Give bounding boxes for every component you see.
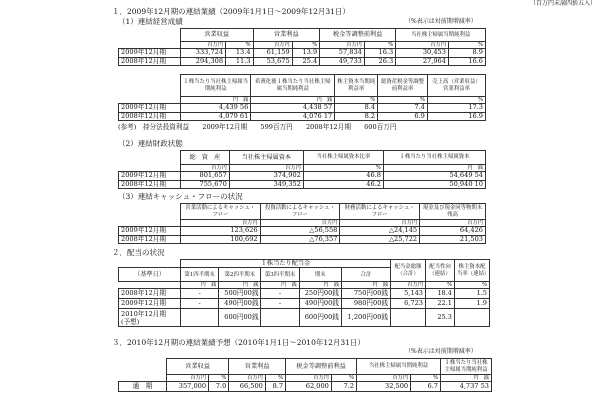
unit: 百万円 <box>357 375 411 382</box>
dividends-title: ２．配当の状況 <box>112 248 165 257</box>
header-q3: 第3四半期末 <box>261 268 299 282</box>
cell: 18.4 <box>426 289 455 299</box>
cell: 4,737 53 <box>441 382 492 392</box>
unit: 百万円 <box>229 165 303 172</box>
cell: 49,733 <box>320 57 365 66</box>
cell: 333,724 <box>181 49 226 58</box>
unit: % <box>364 42 395 49</box>
cell: 8.7 <box>265 382 285 392</box>
cell: 750円00銭 <box>341 289 390 299</box>
row-label: 2009年12月期 <box>119 49 181 58</box>
header-annual-total: 合計 <box>341 268 390 282</box>
unit: % <box>427 97 485 104</box>
header-eps: １株当たり当社株主帰属当期純利益 <box>181 75 251 97</box>
cell: 64,426 <box>420 227 486 236</box>
header-q1: 第1四半期末 <box>181 268 219 282</box>
cell: 4,438 57 <box>251 104 335 113</box>
cell: 66,500 <box>229 382 266 392</box>
row-label-forecast: (予想) <box>121 317 140 326</box>
rounding-note: （百万円未満四捨五入） <box>530 0 597 7</box>
row-label: 2008年12月期 <box>119 180 181 189</box>
cell: - <box>261 289 299 299</box>
row-label <box>119 309 181 327</box>
cell: 123,626 <box>181 227 261 236</box>
cell: 500円00銭 <box>219 289 261 299</box>
cell: 7.2 <box>331 382 356 392</box>
cell: 357,000 <box>167 382 209 392</box>
header-equity-ratio: 当社株主帰属資本比率 <box>303 151 383 165</box>
cell: 25.4 <box>292 57 319 66</box>
header-net-income: 当社株主帰属当期純利益 <box>357 359 441 375</box>
header-financing-cf: 財務活動によるキャッシュ・フロー <box>340 204 420 220</box>
section1-title: １．2009年12月期の連結業績（2009年1月1日～2009年12月31日） <box>112 7 350 16</box>
cell: 32,500 <box>357 382 411 392</box>
cell: 62,000 <box>286 382 332 392</box>
table-row <box>119 180 486 189</box>
unit: % <box>455 282 490 289</box>
unit: % <box>226 42 253 49</box>
unit: 百万円 <box>320 42 365 49</box>
equity-method-note: (参考) 持分法投資利益 2009年12月期 599百万円 2008年12月期 600百万円 <box>118 123 397 131</box>
cell: 16.9 <box>427 112 485 121</box>
unit: 百万円 <box>340 220 420 227</box>
header-year-end: 期末 <box>299 268 341 282</box>
operating-results-table <box>118 28 486 66</box>
header-roa: 総資産税金等調整前利益率 <box>378 75 428 97</box>
forecast-note: （%表示は対前期増減率） <box>405 348 477 355</box>
cell: 6,723 <box>391 299 426 309</box>
row-label-period: 2010年12月期 <box>121 309 166 318</box>
unit: 円 銭 <box>383 165 485 172</box>
header-net-income: 当社株主帰属当期純利益 <box>396 29 486 42</box>
table-row <box>119 289 490 299</box>
cell: - <box>261 299 299 309</box>
cell: 801,657 <box>181 172 230 181</box>
header-pretax-income: 税金等調整前利益 <box>286 359 357 375</box>
header-eps: １株当たり当社株主帰属当期純利益 <box>441 359 492 375</box>
unit: 百万円 <box>181 165 230 172</box>
cell: 980円00銭 <box>341 299 390 309</box>
row-label: 通 期 <box>119 382 167 392</box>
header-dividend-per-share: １株当たり配当金 <box>181 260 391 268</box>
cell: 11.3 <box>226 57 253 66</box>
cell: 294,308 <box>181 57 226 66</box>
cell: 50,940 10 <box>383 180 485 189</box>
header-base-date: （基準日） <box>119 268 181 282</box>
dividends-table <box>118 259 490 327</box>
cell: 57,834 <box>320 49 365 58</box>
per-share-table <box>118 74 486 121</box>
unit: 円 銭 <box>261 282 299 289</box>
cell: 490円00銭 <box>299 299 341 309</box>
header-diluted-eps: 希薄化後１株当たり当社株主帰属当期純利益 <box>251 75 335 97</box>
header-q2: 第2四半期末 <box>219 268 261 282</box>
header-bps: １株当たり当社株主帰属資本 <box>383 151 485 165</box>
unit: 百万円 <box>286 375 332 382</box>
unit: 円 銭 <box>181 97 251 104</box>
cell: 349,352 <box>229 180 303 189</box>
header-equity: 当社株主帰属資本 <box>229 151 303 165</box>
cell: △24,145 <box>340 227 420 236</box>
cell: 755,670 <box>181 180 230 189</box>
unit: 百万円 <box>181 220 261 227</box>
header-operating-income: 営業利益 <box>229 359 286 375</box>
cell: 374,902 <box>229 172 303 181</box>
row-label: 2008年12月期 <box>119 235 181 244</box>
cell: 6.9 <box>378 112 428 121</box>
cell: 61,159 <box>253 49 292 58</box>
cash-flow-table <box>118 203 486 244</box>
cell: △76,357 <box>260 235 340 244</box>
cell: - <box>181 289 219 299</box>
operating-results-note: （%表示は対前期増減率） <box>405 18 477 25</box>
cell: 21,503 <box>420 235 486 244</box>
cell: 8.4 <box>335 104 378 113</box>
unit: % <box>331 375 356 382</box>
header-revenue: 営業収益 <box>181 29 254 42</box>
cell <box>181 309 219 327</box>
forecast-title: ３．2010年12月期の連結業績予想（2010年1月1日～2010年12月31日） <box>112 338 365 347</box>
cell: 4,079 61 <box>181 112 251 121</box>
cell: 600円00銭 <box>219 309 261 327</box>
table-row <box>119 57 486 66</box>
cell: 7.0 <box>209 382 229 392</box>
cell <box>391 309 426 327</box>
header-revenue: 営業収益 <box>167 359 229 375</box>
cell: 6.7 <box>411 382 441 392</box>
table-row <box>119 235 486 244</box>
header-total-assets: 総 資 産 <box>181 151 230 165</box>
unit: 百万円 <box>253 42 292 49</box>
unit: 百万円 <box>420 220 486 227</box>
unit: % <box>378 97 428 104</box>
unit: % <box>209 375 229 382</box>
header-margin: 売上高（営業収益）営業利益率 <box>427 75 485 97</box>
cell: 4,439 56 <box>181 104 251 113</box>
cell: 27,964 <box>396 57 449 66</box>
table-row <box>119 112 486 121</box>
cell: 26.3 <box>364 57 395 66</box>
cell: 53,675 <box>253 57 292 66</box>
unit: 百万円 <box>391 282 426 289</box>
header-doe: 株主資本配当率（連結） <box>455 260 490 282</box>
cell: 1.9 <box>455 299 490 309</box>
cell: 1.5 <box>455 289 490 299</box>
cell: - <box>181 299 219 309</box>
header-investing-cf: 投資活動によるキャッシュ・フロー <box>260 204 340 220</box>
unit: 円 銭 <box>251 97 335 104</box>
header-roe: 株主資本当期純利益率 <box>335 75 378 97</box>
forecast-table <box>118 358 492 392</box>
cell: 17.3 <box>427 104 485 113</box>
table-row <box>119 299 490 309</box>
unit: 円 銭 <box>441 375 492 382</box>
header-operating-income: 営業利益 <box>253 29 320 42</box>
cell: 490円00銭 <box>219 299 261 309</box>
unit: 百万円 <box>229 375 266 382</box>
cell: 5,143 <box>391 289 426 299</box>
table-row <box>119 49 486 58</box>
unit: 円 銭 <box>181 282 219 289</box>
row-label: 2009年12月期 <box>119 299 181 309</box>
table-row <box>119 172 486 181</box>
unit: % <box>411 375 441 382</box>
cell <box>261 309 299 327</box>
table-row <box>119 309 490 327</box>
unit: % <box>448 42 485 49</box>
unit: 円 銭 <box>341 282 390 289</box>
financial-position-title: （2）連結財政状態 <box>118 139 183 148</box>
unit: % <box>426 282 455 289</box>
unit: % <box>292 42 319 49</box>
cell: 8.2 <box>335 112 378 121</box>
cell: 22.1 <box>426 299 455 309</box>
unit: 百万円 <box>260 220 340 227</box>
table-row <box>119 104 486 113</box>
row-label: 2008年12月期 <box>119 57 181 66</box>
header-cash-balance: 現金及び現金同等物期末残高 <box>420 204 486 220</box>
cell <box>455 309 490 327</box>
unit: % <box>335 97 378 104</box>
table-row <box>119 227 486 236</box>
cell: 46.2 <box>303 180 383 189</box>
cell: 250円00銭 <box>299 289 341 299</box>
cell: △25,722 <box>340 235 420 244</box>
cell: 30,453 <box>396 49 449 58</box>
cash-flow-title: （3）連結キャッシュ・フローの状況 <box>118 192 243 201</box>
header-pretax-income: 税金等調整前利益 <box>320 29 396 42</box>
unit: 百万円 <box>181 42 226 49</box>
cell: 25.3 <box>426 309 455 327</box>
cell: 16.6 <box>448 57 485 66</box>
cell: 13.4 <box>226 49 253 58</box>
header-payout-ratio: 配当性向（連結） <box>426 260 455 282</box>
cell: 600円00銭 <box>299 309 341 327</box>
row-label: 2009年12月期 <box>119 104 181 113</box>
unit: 円 銭 <box>219 282 261 289</box>
cell: △56,558 <box>260 227 340 236</box>
unit: 円 銭 <box>299 282 341 289</box>
unit: 百万円 <box>396 42 449 49</box>
row-label: 2009年12月期 <box>119 227 181 236</box>
header-total-dividends: 配当金総額（合計） <box>391 260 426 282</box>
row-label: 2008年12月期 <box>119 112 181 121</box>
unit: % <box>265 375 285 382</box>
row-label: 2009年12月期 <box>119 172 181 181</box>
financial-position-table <box>118 150 486 189</box>
header-operating-cf: 営業活動によるキャッシュ・フロー <box>181 204 261 220</box>
cell: 4,076 17 <box>251 112 335 121</box>
cell: 54,649 54 <box>383 172 485 181</box>
cell: 16.3 <box>364 49 395 58</box>
row-label: 2008年12月期 <box>119 289 181 299</box>
unit: % <box>303 165 383 172</box>
table-row <box>119 382 492 392</box>
cell: 1,200円00銭 <box>341 309 390 327</box>
cell: 100,692 <box>181 235 261 244</box>
cell: 8.9 <box>448 49 485 58</box>
cell: 7.4 <box>378 104 428 113</box>
cell: 46.8 <box>303 172 383 181</box>
unit: 百万円 <box>167 375 209 382</box>
operating-results-title: （1）連結経営成績 <box>118 17 183 26</box>
cell: 13.9 <box>292 49 319 58</box>
